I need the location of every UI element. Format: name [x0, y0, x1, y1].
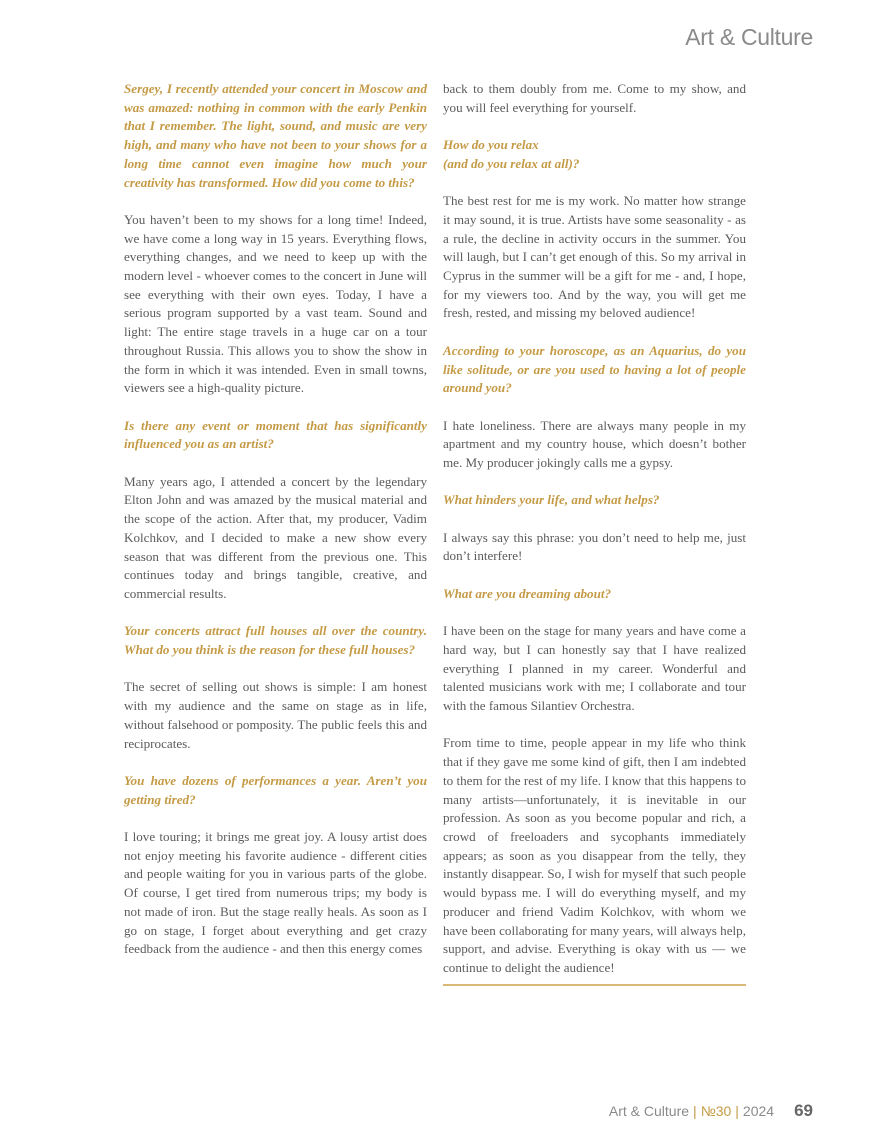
interview-answer: I always say this phrase: you don’t need to help me, just don’t interfere! [443, 529, 746, 564]
article-end-rule [443, 984, 746, 986]
interview-answer: The secret of selling out shows is simple: I am honest with my audience and the same on stage as in life, without falsehood or pomposity. The public feels this and reciprocates. [124, 679, 427, 751]
section-title: Art & Culture [685, 24, 813, 50]
article-column-left [124, 80, 427, 978]
interview-question: Your concerts attract full houses all over the country. What do you think is the reason for these full houses? [124, 623, 427, 658]
interview-question: Is there any event or moment that has significantly influenced you as an artist? [124, 417, 427, 452]
interview-answer: You haven’t been to my shows for a long time! Indeed, we have come a long way in 15 years. Everything flows, everything changes, and we need to keep up with the modern level - whoever comes to the concert in June will see everything with their own eyes. Today, I have a serious program supported by a vast team. Sound and light: The entire stage travels in a huge car on a tour throughout Russia. This allows you to show the show in the form in which it was intended. Even in small towns, viewers see a high-quality picture. [124, 211, 427, 396]
page-footer [609, 1101, 813, 1121]
interview-answer: I have been on the stage for many years and have come a hard way, but I can honestly say that I have realized everything I planned in my career. Wonderful and talented musicians work with me; I collaborate and tour with the famous Silantiev Orchestra. [443, 623, 746, 714]
footer-magazine-name: Art & Culture [608, 1103, 690, 1119]
interview-answer: The best rest for me is my work. No matter how strange it may sound, it is true. Artists have some seasonality - as a rule, the decline in activity occurs in the summer. You will laugh, but I can’t get enough of this. So my arrival in Cyprus in the summer will be a gift for me - and, I hope, for my viewers too. And by the way, you will get me fresh, rested, and missing my beloved audience! [443, 193, 746, 321]
footer-separator: | [693, 1103, 697, 1119]
interview-question: Sergey, I recently attended your concert in Moscow and was amazed: nothing in common with the early Penkin that I remember. The light, sound, and music are very high, and many who have not been to your shows for a long time cannot even imagine how much your creativity has transformed. How did you come to this? [124, 81, 427, 190]
interview-answer: back to them doubly from me. Come to my show, and you will feel everything for yourself. [443, 81, 746, 115]
footer-separator: | [735, 1103, 739, 1119]
interview-question: How do you relax (and do you relax at all)? [443, 137, 580, 171]
interview-answer: I love touring; it brings me great joy. A lousy artist does not enjoy meeting his favorite audience - different cities and people waiting for you in various parts of the globe. Of course, I get tired from numerous trips; my body is not made of iron. But the stage really heals. As soon as I go on stage, I forget about everything and get crazy feedback from the audience - and then this energy comes [124, 829, 427, 957]
article-column-right [443, 80, 746, 986]
interview-answer: From time to time, people appear in my life who think that if they gave me some kind of gift, then I am indebted to them for the rest of my life. I know that this happens to many artists—unfortunately, it is inevitable in our profession. As soon as you become popular and rich, a crowd of freeloaders and sycophants immediately appears; as soon as you disappear from the telly, they instantly disappear. So, I wish for myself that such people would bypass me. I will do everything myself, and my producer and friend Vadim Kolchkov, with whom we have been collaborating for many years, will always help, support, and advise. Everything is okay with us — we continue to delight the audience! [443, 735, 746, 975]
interview-answer: Many years ago, I attended a concert by the legendary Elton John and was amazed by the musical material and the scope of the action. After that, my producer, Vadim Kolchkov, and I decided to make a new show every season that was different from the previous one. This continues today and brings tangible, creative, and commercial results. [124, 473, 427, 601]
interview-question: According to your horoscope, as an Aquarius, do you like solitude, or are you used to having a lot of people around you? [443, 342, 746, 396]
interview-question: What hinders your life, and what helps? [443, 492, 660, 508]
interview-answer: I hate loneliness. There are always many people in my apartment and my country house, which doesn’t bother me. My producer jokingly calls me a gypsy. [443, 417, 746, 470]
interview-question: What are you dreaming about? [443, 585, 612, 601]
interview-question: You have dozens of performances a year. Aren’t you getting tired? [124, 772, 427, 807]
footer-issue-number: №30 [700, 1103, 732, 1119]
page-number: 69 [794, 1101, 813, 1120]
footer-year: 2024 [742, 1103, 775, 1119]
